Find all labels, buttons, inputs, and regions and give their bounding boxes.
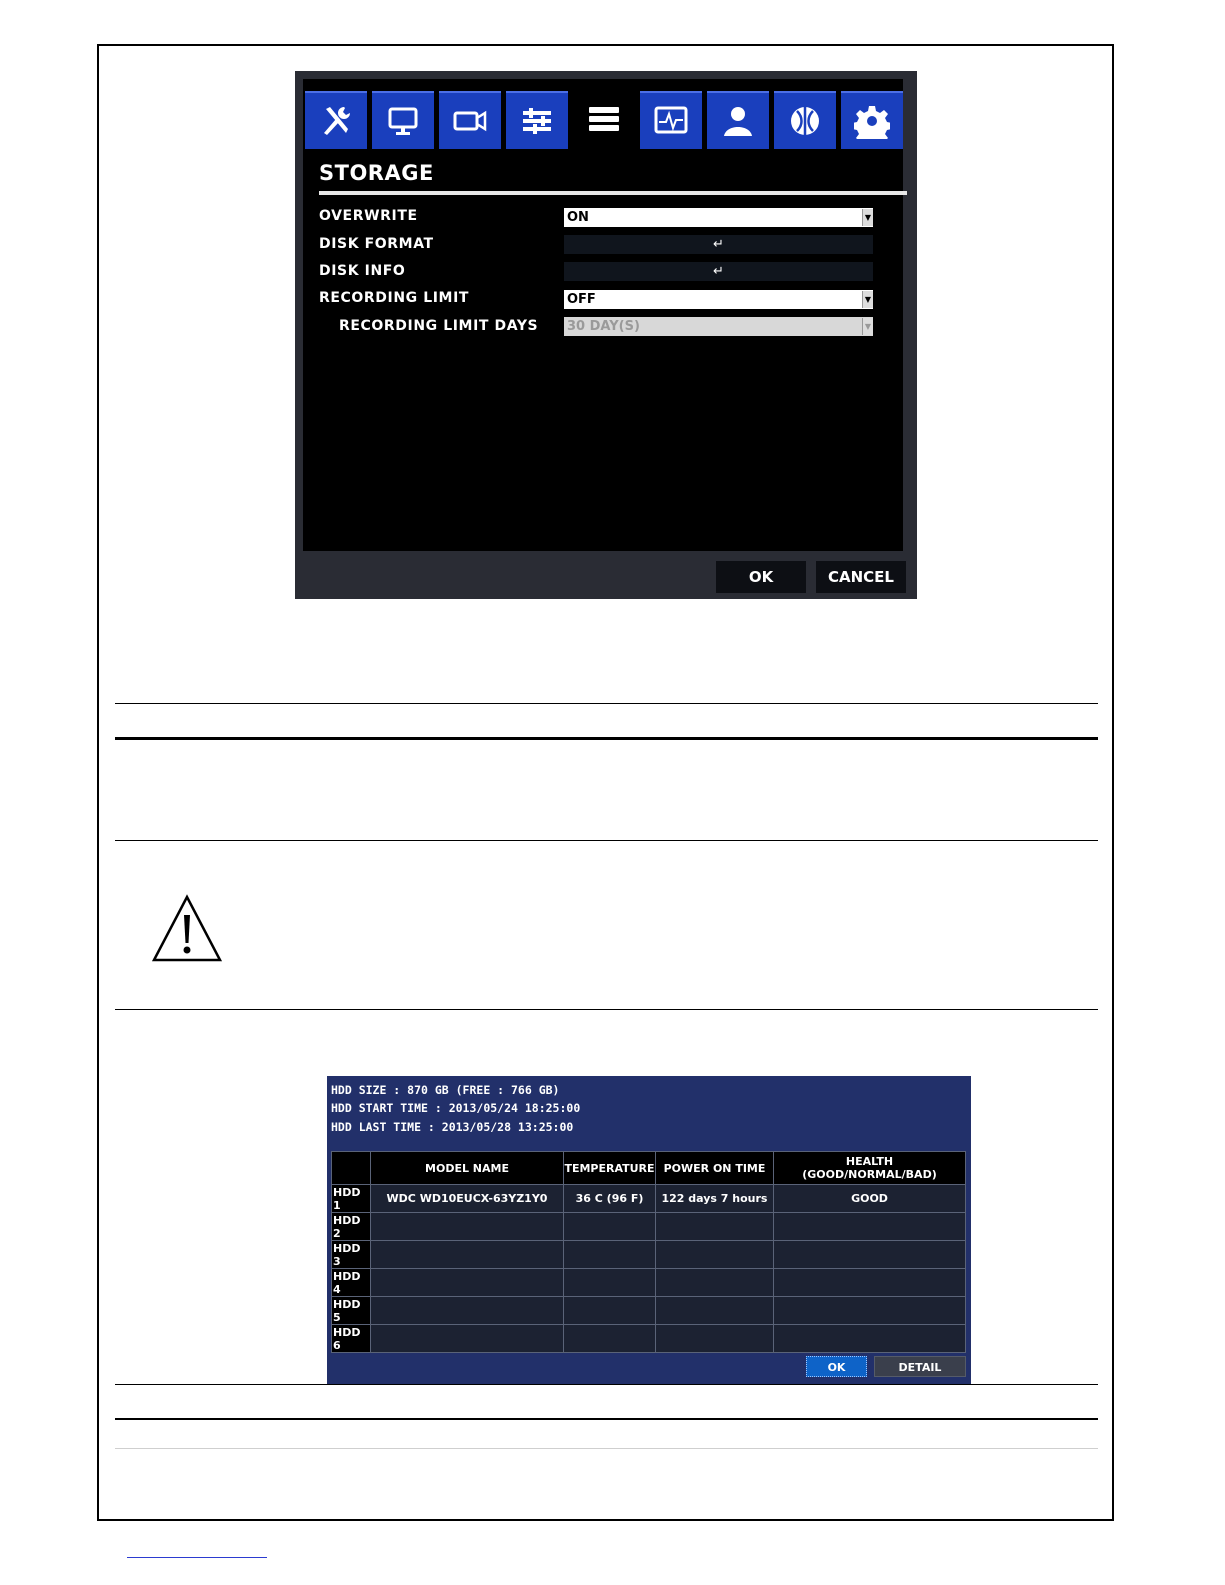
tab-user[interactable] [707, 91, 769, 149]
recording-limit-label: RECORDING LIMIT [319, 290, 470, 306]
column-header-power-on: POWER ON TIME [656, 1152, 774, 1185]
health-cell [774, 1325, 966, 1353]
recording-limit-days-value: 30 DAY(S) [567, 319, 640, 334]
table-header-row [332, 1152, 966, 1185]
hdd-name: HDD 3 [332, 1241, 371, 1269]
health-cell [774, 1269, 966, 1297]
temperature-cell: 36 C (96 F) [564, 1185, 656, 1213]
temperature-cell [564, 1325, 656, 1353]
health-cell [774, 1213, 966, 1241]
tab-system[interactable] [841, 91, 903, 149]
overwrite-label: OVERWRITE [319, 208, 418, 224]
temperature-cell [564, 1213, 656, 1241]
hdd-name: HDD 2 [332, 1213, 371, 1241]
power-on-cell: 122 days 7 hours [656, 1185, 774, 1213]
disk-format-button[interactable]: ↵ [564, 235, 873, 254]
hdd-name: HDD 6 [332, 1325, 371, 1353]
column-header-temperature: TEMPERATURE [564, 1152, 656, 1185]
temperature-cell [564, 1269, 656, 1297]
overwrite-value: ON [567, 210, 589, 225]
power-on-cell [656, 1213, 774, 1241]
power-on-cell [656, 1297, 774, 1325]
table-row[interactable] [332, 1185, 966, 1213]
hdd-name: HDD 5 [332, 1297, 371, 1325]
power-on-cell [656, 1325, 774, 1353]
table-row[interactable] [332, 1213, 966, 1241]
cancel-button[interactable]: CANCEL [816, 561, 906, 593]
user-icon [720, 103, 756, 139]
hdd-size-text: HDD SIZE : 870 GB (FREE : 766 GB) [331, 1083, 560, 1097]
health-cell [774, 1241, 966, 1269]
detail-button[interactable]: DETAIL [874, 1356, 966, 1377]
model-cell [371, 1297, 564, 1325]
footnote-rule [127, 1557, 267, 1558]
hdd-last-time-text: HDD LAST TIME : 2013/05/28 13:25:00 [331, 1120, 574, 1134]
hdd-info-window [327, 1076, 971, 1384]
chevron-down-icon: ▼ [862, 209, 873, 226]
model-cell [371, 1213, 564, 1241]
divider [115, 1418, 1098, 1420]
gear-icon [854, 103, 890, 139]
recording-limit-days-select [564, 317, 873, 336]
tab-tools[interactable] [305, 91, 367, 149]
model-cell [371, 1241, 564, 1269]
storage-panel [303, 79, 903, 551]
ok-button[interactable]: OK [716, 561, 806, 593]
hdd-table [331, 1151, 966, 1353]
tab-display[interactable] [372, 91, 434, 149]
corner-cell [332, 1152, 371, 1185]
divider [115, 1384, 1098, 1385]
disk-info-label: DISK INFO [319, 263, 406, 279]
network-icon [787, 103, 823, 139]
disk-format-label: DISK FORMAT [319, 236, 434, 252]
recording-limit-days-label: RECORDING LIMIT DAYS [339, 318, 539, 334]
table-row[interactable] [332, 1325, 966, 1353]
table-row[interactable] [332, 1297, 966, 1325]
column-header-model: MODEL NAME [371, 1152, 564, 1185]
tab-settings-sliders[interactable] [506, 91, 568, 149]
model-cell [371, 1269, 564, 1297]
sliders-icon [519, 103, 555, 139]
hdd-start-time-text: HDD START TIME : 2013/05/24 18:25:00 [331, 1101, 581, 1115]
chevron-down-icon: ▼ [862, 318, 873, 335]
storage-window [295, 71, 917, 599]
health-cell [774, 1297, 966, 1325]
divider [115, 737, 1098, 740]
disk-info-button[interactable]: ↵ [564, 262, 873, 281]
temperature-cell [564, 1297, 656, 1325]
tab-network[interactable] [774, 91, 836, 149]
divider [115, 703, 1098, 704]
chevron-down-icon: ▼ [862, 291, 873, 308]
overwrite-select[interactable] [564, 208, 873, 227]
hdd-name: HDD 1 [332, 1185, 371, 1213]
column-header-health [774, 1152, 966, 1185]
page-title: STORAGE [319, 161, 434, 185]
divider [115, 1448, 1098, 1449]
recording-limit-value: OFF [567, 292, 596, 307]
tab-camera[interactable] [439, 91, 501, 149]
model-cell [371, 1325, 564, 1353]
health-header-label: HEALTH [845, 1155, 894, 1168]
divider [115, 1009, 1098, 1010]
monitor-icon [385, 103, 421, 139]
title-divider [319, 191, 907, 195]
model-cell: WDC WD10EUCX-63YZ1Y0 [371, 1185, 564, 1213]
storage-icon [586, 101, 622, 137]
activity-icon [653, 103, 689, 139]
power-on-cell [656, 1241, 774, 1269]
tools-icon [318, 103, 354, 139]
hdd-ok-button[interactable]: OK [806, 1356, 867, 1377]
warning-icon [151, 893, 223, 963]
table-row[interactable] [332, 1269, 966, 1297]
temperature-cell [564, 1241, 656, 1269]
camera-icon [452, 103, 488, 139]
table-row[interactable] [332, 1241, 966, 1269]
recording-limit-select[interactable] [564, 290, 873, 309]
health-header-sub: (GOOD/NORMAL/BAD) [802, 1168, 937, 1181]
health-cell: GOOD [774, 1185, 966, 1213]
hdd-name: HDD 4 [332, 1269, 371, 1297]
power-on-cell [656, 1269, 774, 1297]
divider [115, 840, 1098, 841]
tab-event[interactable] [640, 91, 702, 149]
tab-storage[interactable] [573, 87, 635, 151]
